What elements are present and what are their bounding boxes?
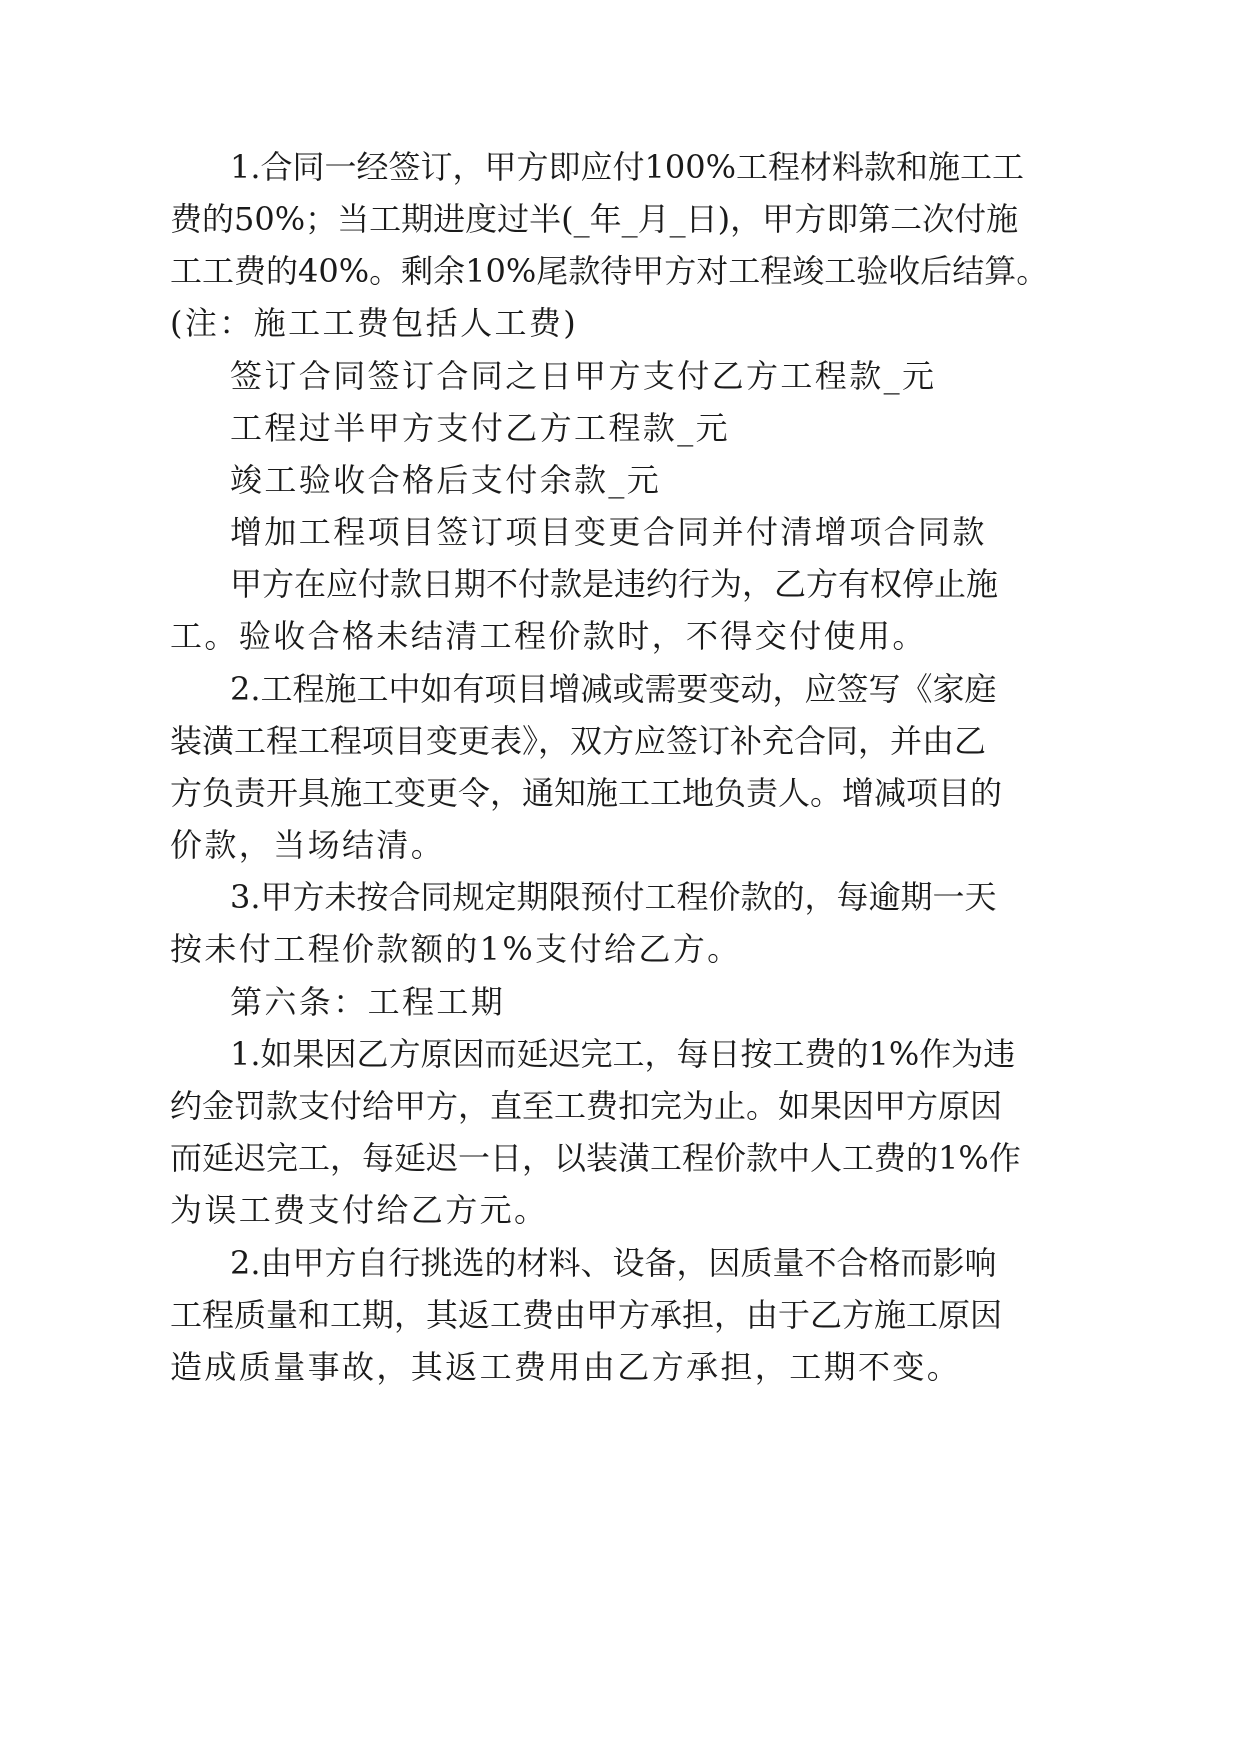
text-line: 第六条：工程工期 <box>230 983 506 1021</box>
text-line: 装潢工程工程项目变更表》，双方应签订补充合同，并由乙 <box>170 722 987 760</box>
text-line: 甲方在应付款日期不付款是违约行为，乙方有权停止施 <box>230 565 999 603</box>
text-line: 工。验收合格未结清工程价款时，不得交付使用。 <box>170 617 927 655</box>
text-line: 2.工程施工中如有项目增减或需要变动，应签写《家庭 <box>230 670 997 708</box>
text-line: 3.甲方未按合同规定期限预付工程价款的，每逾期一天 <box>230 878 997 916</box>
text-line: 约金罚款支付给甲方，直至工费扣完为止。如果因甲方原因 <box>170 1087 1003 1125</box>
text-line: (注：施工工费包括人工费) <box>170 304 579 342</box>
text-line: 1.合同一经签订，甲方即应付100%工程材料款和施工工 <box>230 148 1025 186</box>
text-line: 费的50%；当工期进度过半(_年_月_日)，甲方即第二次付施 <box>170 200 1019 238</box>
text-line: 价款，当场结清。 <box>170 826 446 864</box>
text-line: 竣工验收合格后支付余款_元 <box>230 461 662 499</box>
text-line: 而延迟完工，每延迟一日，以装潢工程价款中人工费的1%作 <box>170 1139 1021 1177</box>
text-line: 1.如果因乙方原因而延迟完工，每日按工费的1%作为违 <box>230 1035 1016 1073</box>
text-line: 工程过半甲方支付乙方工程款_元 <box>230 409 731 447</box>
text-line: 2.由甲方自行挑选的材料、设备，因质量不合格而影响 <box>230 1244 997 1282</box>
text-line: 按未付工程价款额的1%支付给乙方。 <box>170 930 742 968</box>
text-line: 工工费的40%。剩余10%尾款待甲方对工程竣工验收后结算。 <box>170 252 1049 290</box>
text-line: 方负责开具施工变更令，通知施工工地负责人。增减项目的 <box>170 774 1003 812</box>
text-line: 增加工程项目签订项目变更合同并付清增项合同款 <box>230 513 987 551</box>
text-line: 造成质量事故，其返工费用由乙方承担，工期不变。 <box>170 1348 962 1386</box>
text-line: 签订合同签订合同之日甲方支付乙方工程款_元 <box>230 357 937 395</box>
text-line: 工程质量和工期，其返工费由甲方承担，由于乙方施工原因 <box>170 1296 1003 1334</box>
text-line: 为误工费支付给乙方元。 <box>170 1191 549 1229</box>
